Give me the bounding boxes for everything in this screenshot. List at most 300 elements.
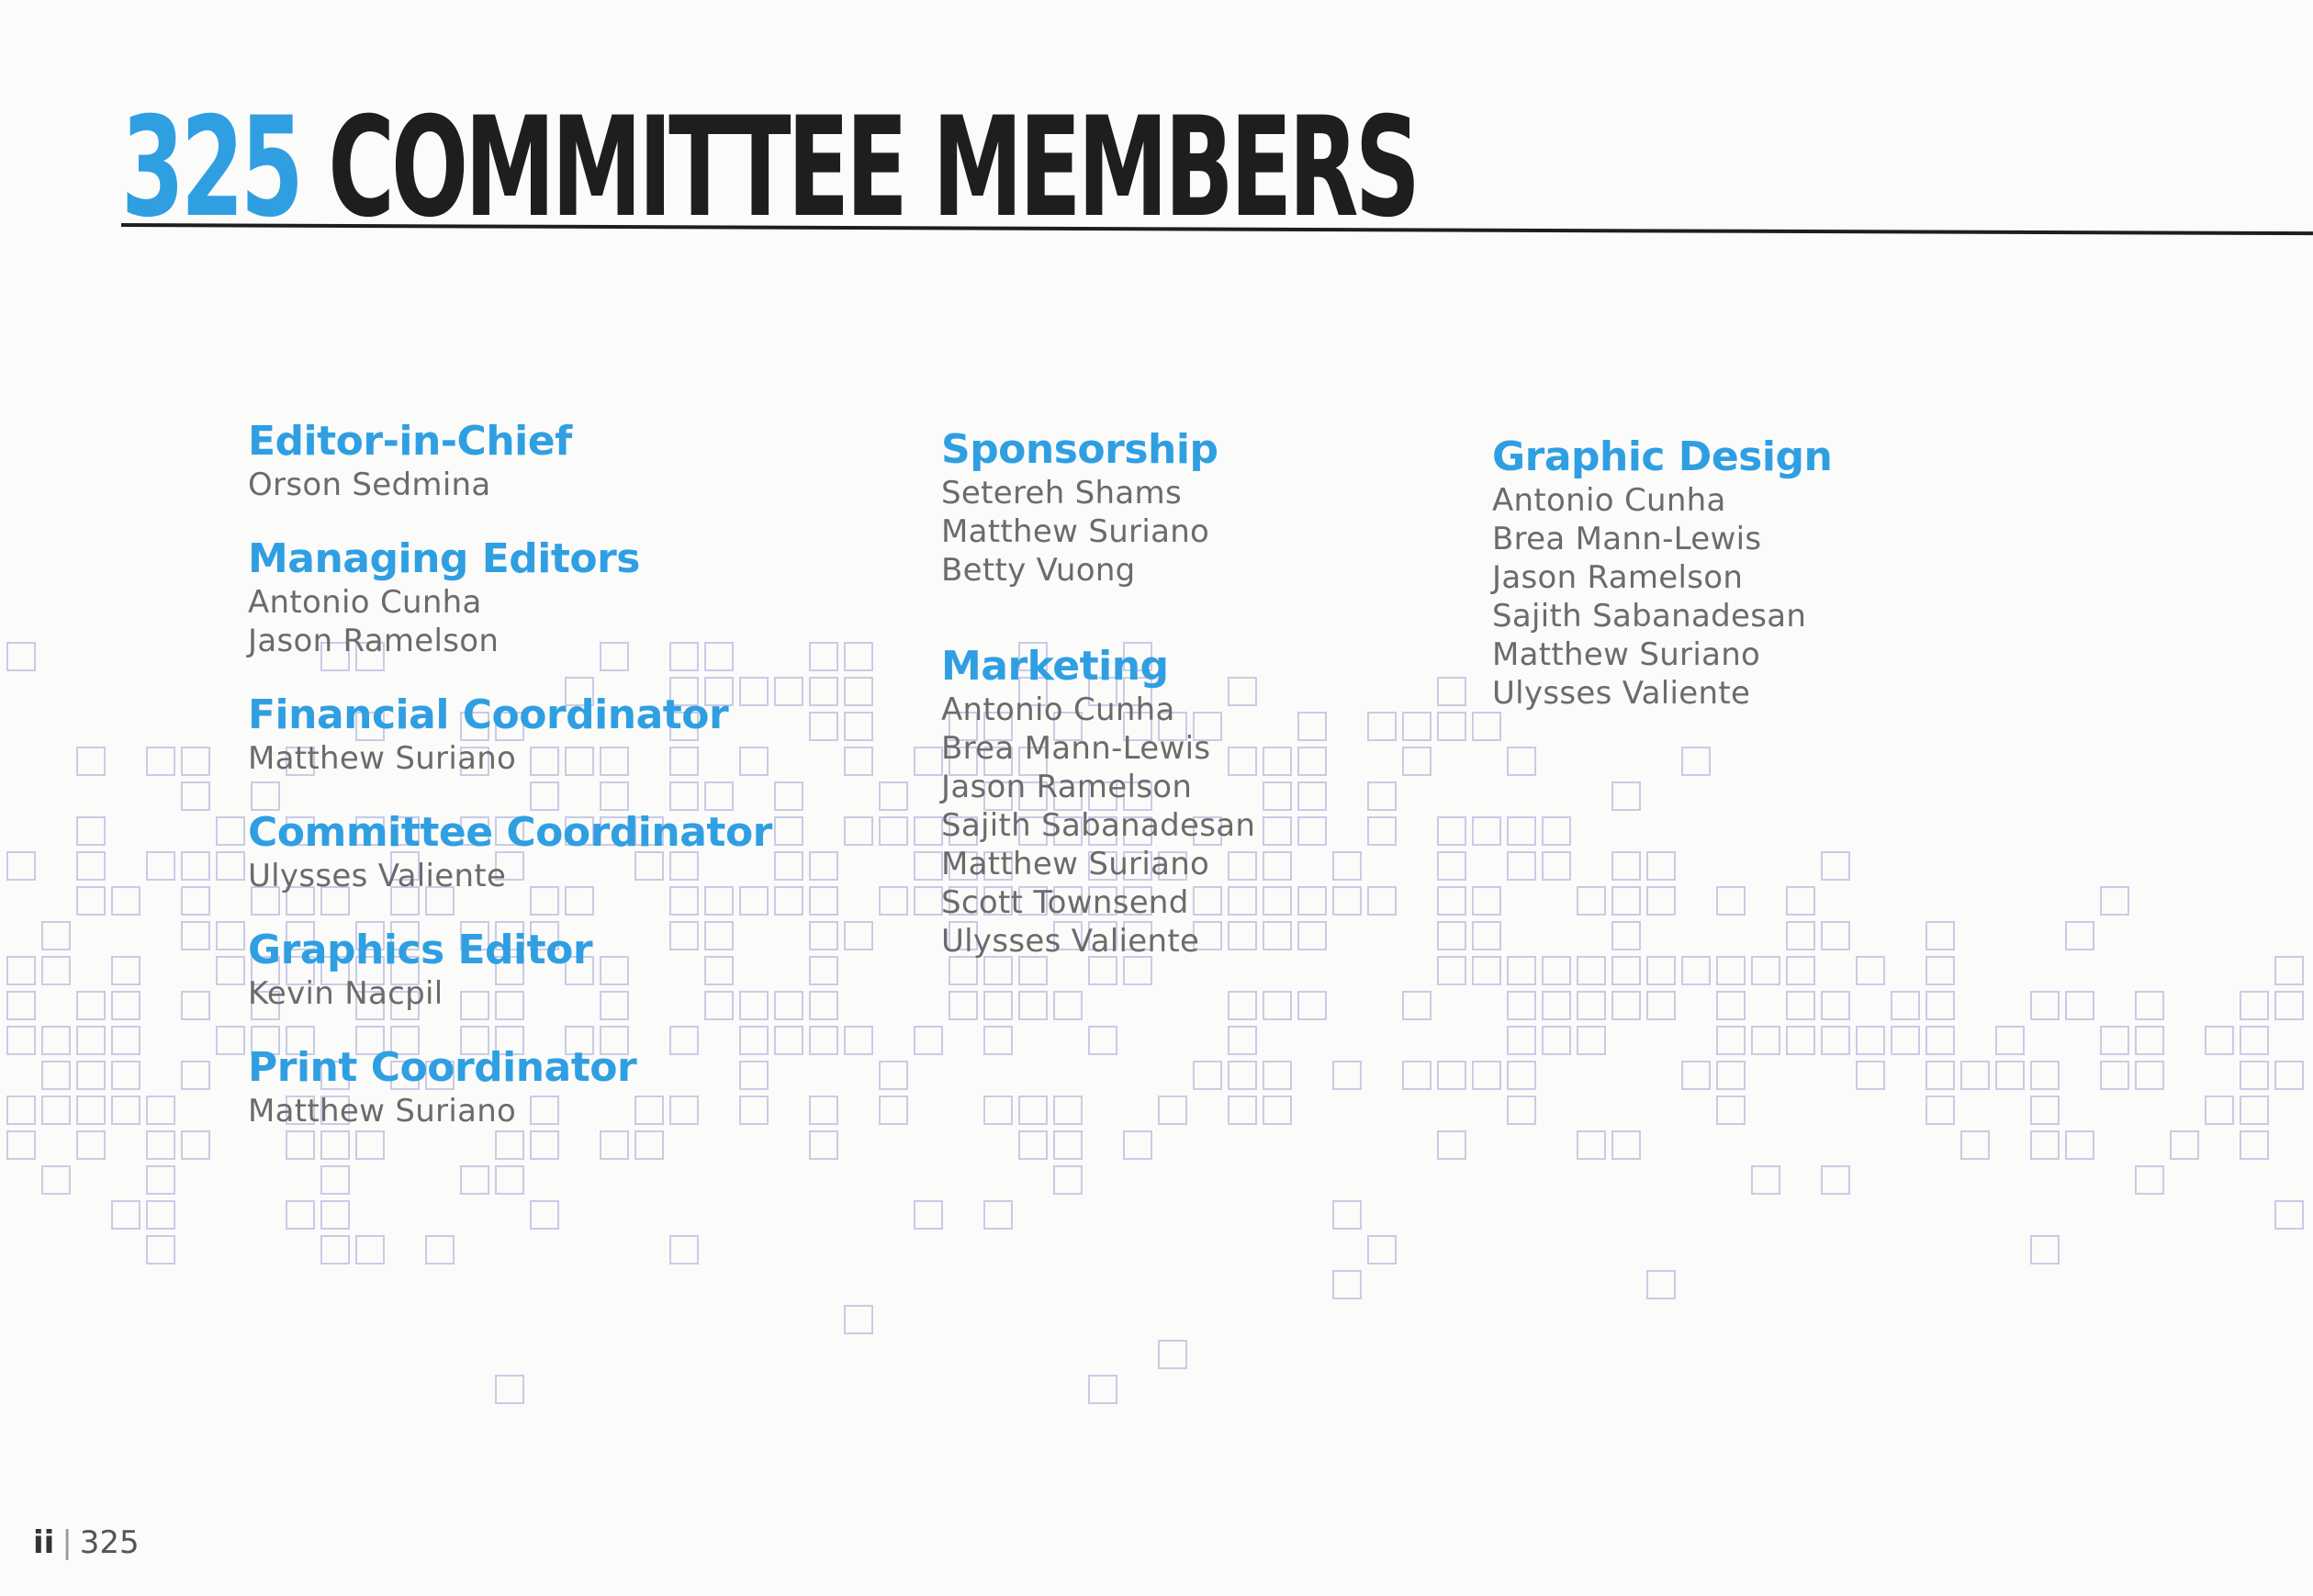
member-name: Jason Ramelson <box>248 623 500 659</box>
role-heading: Marketing <box>941 643 1169 690</box>
section-sponsorship <box>941 426 1255 590</box>
pattern-square <box>949 992 977 1019</box>
member-name: Antonio Cunha <box>248 584 482 621</box>
pattern-square <box>1787 957 1814 984</box>
pattern-square <box>112 1201 140 1229</box>
pattern-square <box>1403 992 1431 1019</box>
pattern-square <box>77 747 105 775</box>
pattern-square <box>1508 1096 1535 1124</box>
pattern-square <box>880 1062 907 1089</box>
pattern-square <box>775 817 803 845</box>
member-name: Setereh Shams <box>941 475 1182 511</box>
pattern-square <box>1682 1062 1710 1089</box>
pattern-square <box>2240 1096 2268 1124</box>
pattern-square <box>1333 1062 1361 1089</box>
pattern-square <box>1368 713 1396 740</box>
pattern-square <box>2031 1062 2059 1089</box>
section-financial-coordinator <box>248 691 772 778</box>
role-heading: Financial Coordinator <box>248 691 729 738</box>
pattern-square <box>2031 992 2059 1019</box>
pattern-square <box>845 713 872 740</box>
pattern-square <box>1996 1062 2024 1089</box>
pattern-square <box>1159 1341 1186 1368</box>
pattern-square <box>1543 817 1570 845</box>
pattern-square <box>2240 1062 2268 1089</box>
pattern-square <box>1752 957 1780 984</box>
pattern-square <box>1438 817 1465 845</box>
pattern-square <box>182 747 209 775</box>
pattern-square <box>1403 747 1431 775</box>
member-name: Sajith Sabanadesan <box>1492 598 1807 635</box>
pattern-square <box>1717 1096 1745 1124</box>
pattern-square <box>1019 1131 1047 1159</box>
member-name: Sajith Sabanadesan <box>941 807 1256 844</box>
pattern-square <box>217 1027 244 1054</box>
pattern-square <box>147 1096 174 1124</box>
pattern-square <box>1647 957 1675 984</box>
pattern-square <box>1229 1096 1256 1124</box>
pattern-square <box>775 852 803 880</box>
pattern-square <box>1682 747 1710 775</box>
folio-separator: | <box>62 1524 73 1561</box>
pattern-square <box>2101 887 2128 915</box>
pattern-square <box>1368 817 1396 845</box>
role-heading: Sponsorship <box>941 426 1218 473</box>
pattern-square <box>1612 852 1640 880</box>
pattern-square <box>1787 992 1814 1019</box>
pattern-square <box>1263 817 1291 845</box>
pattern-square <box>1298 782 1326 810</box>
pattern-square <box>182 992 209 1019</box>
pattern-square <box>1822 922 1849 950</box>
pattern-square <box>1961 1062 1989 1089</box>
pattern-square <box>77 1062 105 1089</box>
member-name: Betty Vuong <box>941 552 1136 589</box>
pattern-square <box>2275 957 2303 984</box>
pattern-square <box>42 1096 70 1124</box>
pattern-square <box>182 782 209 810</box>
pattern-square <box>461 1166 488 1194</box>
pattern-square <box>1857 957 1884 984</box>
pattern-square <box>915 852 942 880</box>
pattern-square <box>217 817 244 845</box>
pattern-square <box>1543 957 1570 984</box>
pattern-square <box>2206 1096 2233 1124</box>
pattern-square <box>1926 992 1954 1019</box>
member-name: Brea Mann-Lewis <box>941 730 1211 767</box>
pattern-square <box>1438 852 1465 880</box>
pattern-square <box>1263 922 1291 950</box>
member-name: Matthew Suriano <box>248 740 517 777</box>
pattern-square <box>1298 747 1326 775</box>
pattern-square <box>2136 1062 2163 1089</box>
pattern-square <box>2066 922 2094 950</box>
pattern-square <box>1019 992 1047 1019</box>
pattern-square <box>915 1027 942 1054</box>
pattern-square <box>1368 1236 1396 1264</box>
member-name: Brea Mann-Lewis <box>1492 521 1762 557</box>
pattern-square <box>7 643 35 670</box>
pattern-square <box>915 817 942 845</box>
pattern-square <box>1926 1062 1954 1089</box>
pattern-square <box>1124 1131 1151 1159</box>
member-name: Matthew Suriano <box>1492 636 1761 673</box>
pattern-square <box>1682 957 1710 984</box>
section-managing-editors <box>248 535 772 660</box>
pattern-square <box>1054 992 1082 1019</box>
pattern-square <box>1229 992 1256 1019</box>
pattern-square <box>2171 1131 2198 1159</box>
role-heading: Managing Editors <box>248 535 640 582</box>
pattern-square <box>880 782 907 810</box>
pattern-square <box>1438 678 1465 705</box>
pattern-square <box>1438 713 1465 740</box>
pattern-square <box>182 922 209 950</box>
pattern-square <box>321 1166 349 1194</box>
pattern-square <box>42 922 70 950</box>
pattern-square <box>2275 992 2303 1019</box>
folio-label: 325 <box>79 1524 140 1561</box>
pattern-square <box>1263 782 1291 810</box>
pattern-square <box>2240 992 2268 1019</box>
member-name: Kevin Nacpil <box>248 975 444 1012</box>
pattern-square <box>1543 992 1570 1019</box>
pattern-square <box>1961 1131 1989 1159</box>
role-heading: Graphics Editor <box>248 927 593 973</box>
pattern-square <box>2031 1131 2059 1159</box>
pattern-square <box>1892 1027 1919 1054</box>
pattern-square <box>810 713 837 740</box>
pattern-square <box>321 1201 349 1229</box>
pattern-square <box>1787 922 1814 950</box>
pattern-square <box>1159 1096 1186 1124</box>
pattern-square <box>2101 1062 2128 1089</box>
pattern-square <box>845 643 872 670</box>
pattern-square <box>1333 1201 1361 1229</box>
pattern-square <box>1578 887 1605 915</box>
title-text: COMMITTEE MEMBERS <box>328 88 1417 248</box>
pattern-square <box>1926 1027 1954 1054</box>
pattern-square <box>984 1027 1012 1054</box>
pattern-square <box>880 887 907 915</box>
pattern-square <box>147 852 174 880</box>
pattern-square <box>880 817 907 845</box>
pattern-square <box>1578 1027 1605 1054</box>
pattern-square <box>2031 1096 2059 1124</box>
pattern-square <box>147 1166 174 1194</box>
pattern-square <box>1508 1062 1535 1089</box>
pattern-square <box>1647 887 1675 915</box>
pattern-square <box>42 1027 70 1054</box>
pattern-square <box>2275 1062 2303 1089</box>
pattern-square <box>1263 1062 1291 1089</box>
pattern-square <box>775 992 803 1019</box>
pattern-square <box>1857 1027 1884 1054</box>
pattern-square <box>1612 957 1640 984</box>
pattern-square <box>1612 887 1640 915</box>
pattern-square <box>2031 1236 2059 1264</box>
pattern-square <box>2206 1027 2233 1054</box>
pattern-square <box>42 1166 70 1194</box>
pattern-square <box>1647 1271 1675 1298</box>
pattern-square <box>112 992 140 1019</box>
pattern-square <box>810 678 837 705</box>
pattern-square <box>2136 1027 2163 1054</box>
pattern-square <box>845 817 872 845</box>
pattern-square <box>1229 1062 1256 1089</box>
pattern-square <box>1403 1062 1431 1089</box>
pattern-square <box>77 852 105 880</box>
pattern-square <box>182 852 209 880</box>
page-folio <box>33 1524 140 1561</box>
pattern-square <box>2101 1027 2128 1054</box>
pattern-square <box>1229 1027 1256 1054</box>
pattern-square <box>1717 957 1745 984</box>
pattern-square <box>1333 887 1361 915</box>
pattern-square <box>1612 992 1640 1019</box>
pattern-square <box>1438 922 1465 950</box>
pattern-square <box>112 1027 140 1054</box>
pattern-square <box>984 992 1012 1019</box>
pattern-square <box>112 887 140 915</box>
pattern-square <box>1473 1062 1500 1089</box>
pattern-square <box>356 1236 384 1264</box>
pattern-square <box>1647 852 1675 880</box>
pattern-square <box>1578 992 1605 1019</box>
section-graphic-design <box>1492 433 1832 713</box>
pattern-square <box>775 678 803 705</box>
pattern-square <box>845 747 872 775</box>
role-heading: Print Coordinator <box>248 1044 637 1091</box>
pattern-square <box>2275 1201 2303 1229</box>
pattern-square <box>775 782 803 810</box>
pattern-square <box>984 1096 1012 1124</box>
member-name: Orson Sedmina <box>248 466 491 503</box>
pattern-square <box>77 992 105 1019</box>
pattern-square <box>1508 957 1535 984</box>
pattern-square <box>1543 852 1570 880</box>
pattern-square <box>845 678 872 705</box>
pattern-square <box>810 887 837 915</box>
role-heading: Committee Coordinator <box>248 809 772 856</box>
pattern-square <box>147 1131 174 1159</box>
pattern-square <box>496 1376 523 1403</box>
page-title <box>121 88 1417 248</box>
pattern-square <box>1298 922 1326 950</box>
member-name: Ulysses Valiente <box>248 858 507 894</box>
pattern-square <box>2136 1166 2163 1194</box>
pattern-square <box>77 817 105 845</box>
pattern-square <box>112 1062 140 1089</box>
pattern-square <box>1263 992 1291 1019</box>
pattern-square <box>915 1201 942 1229</box>
pattern-square <box>1612 1131 1640 1159</box>
pattern-square <box>1717 1027 1745 1054</box>
member-name: Jason Ramelson <box>941 769 1193 805</box>
pattern-square <box>77 1027 105 1054</box>
pattern-square <box>112 957 140 984</box>
pattern-square <box>1368 782 1396 810</box>
pattern-square <box>7 957 35 984</box>
pattern-square <box>182 887 209 915</box>
title-number: 325 <box>121 88 300 248</box>
member-name: Matthew Suriano <box>941 846 1210 882</box>
pattern-square <box>1612 922 1640 950</box>
pattern-square <box>2240 1027 2268 1054</box>
pattern-square <box>775 887 803 915</box>
pattern-square <box>1508 817 1535 845</box>
pattern-square <box>1194 1062 1221 1089</box>
role-heading: Editor-in-Chief <box>248 418 572 465</box>
pattern-square <box>1717 992 1745 1019</box>
column-1 <box>248 418 772 1162</box>
pattern-square <box>1508 852 1535 880</box>
pattern-square <box>217 957 244 984</box>
pattern-square <box>810 1096 837 1124</box>
pattern-square <box>1926 957 1954 984</box>
pattern-square <box>1333 852 1361 880</box>
pattern-square <box>845 922 872 950</box>
role-heading: Graphic Design <box>1492 433 1833 480</box>
member-name: Ulysses Valiente <box>1492 675 1751 712</box>
pattern-square <box>1508 1027 1535 1054</box>
member-name: Matthew Suriano <box>248 1093 517 1130</box>
section-graphics-editor <box>248 927 772 1013</box>
pattern-square <box>531 1201 558 1229</box>
pattern-square <box>426 1236 454 1264</box>
page-number: ii <box>33 1524 55 1561</box>
pattern-square <box>1822 1027 1849 1054</box>
pattern-square <box>42 1062 70 1089</box>
pattern-square <box>1298 817 1326 845</box>
member-name: Scott Townsend <box>941 884 1189 921</box>
pattern-square <box>1822 992 1849 1019</box>
pattern-square <box>77 1131 105 1159</box>
member-name: Ulysses Valiente <box>941 923 1200 960</box>
member-name: Antonio Cunha <box>1492 482 1726 519</box>
pattern-square <box>2136 992 2163 1019</box>
pattern-square <box>77 887 105 915</box>
pattern-square <box>1054 1096 1082 1124</box>
pattern-square <box>1787 1027 1814 1054</box>
pattern-square <box>1543 1027 1570 1054</box>
pattern-square <box>1438 957 1465 984</box>
pattern-square <box>1473 922 1500 950</box>
pattern-square <box>7 1027 35 1054</box>
pattern-square <box>1438 1062 1465 1089</box>
pattern-square <box>77 1096 105 1124</box>
pattern-square <box>1822 1166 1849 1194</box>
pattern-square <box>1298 713 1326 740</box>
pattern-square <box>1438 1131 1465 1159</box>
pattern-square <box>810 992 837 1019</box>
pattern-square <box>810 957 837 984</box>
pattern-square <box>1368 887 1396 915</box>
pattern-square <box>1752 1027 1780 1054</box>
pattern-square <box>845 1306 872 1333</box>
pattern-square <box>1263 747 1291 775</box>
pattern-square <box>1578 957 1605 984</box>
pattern-square <box>2066 992 2094 1019</box>
pattern-square <box>810 643 837 670</box>
pattern-square <box>810 922 837 950</box>
pattern-square <box>880 1096 907 1124</box>
pattern-square <box>915 887 942 915</box>
pattern-square <box>496 1166 523 1194</box>
pattern-square <box>1926 1096 1954 1124</box>
section-editor-in-chief <box>248 418 772 504</box>
member-name: Matthew Suriano <box>941 513 1210 550</box>
pattern-square <box>182 1062 209 1089</box>
pattern-square <box>1892 992 1919 1019</box>
pattern-square <box>1263 887 1291 915</box>
pattern-square <box>1403 713 1431 740</box>
member-name: Jason Ramelson <box>1492 559 1744 596</box>
pattern-square <box>810 852 837 880</box>
pattern-square <box>7 992 35 1019</box>
member-name: Antonio Cunha <box>941 691 1175 728</box>
pattern-square <box>1473 957 1500 984</box>
pattern-square <box>1578 1131 1605 1159</box>
pattern-square <box>112 1096 140 1124</box>
pattern-square <box>42 957 70 984</box>
pattern-square <box>1752 1166 1780 1194</box>
pattern-square <box>1717 887 1745 915</box>
pattern-square <box>286 1201 314 1229</box>
pattern-square <box>1333 1271 1361 1298</box>
pattern-square <box>1822 852 1849 880</box>
pattern-square <box>1508 747 1535 775</box>
pattern-square <box>1473 817 1500 845</box>
pattern-square <box>810 1027 837 1054</box>
pattern-square <box>1089 1027 1117 1054</box>
pattern-square <box>1298 887 1326 915</box>
pattern-square <box>217 852 244 880</box>
pattern-square <box>845 1027 872 1054</box>
pattern-square <box>810 1131 837 1159</box>
column-3 <box>1492 433 1832 744</box>
pattern-square <box>147 1201 174 1229</box>
pattern-square <box>321 1236 349 1264</box>
pattern-square <box>147 747 174 775</box>
pattern-square <box>915 747 942 775</box>
pattern-square <box>1647 992 1675 1019</box>
pattern-square <box>7 1131 35 1159</box>
section-committee-coordinator <box>248 809 772 895</box>
section-print-coordinator <box>248 1044 772 1130</box>
pattern-square <box>1717 1062 1745 1089</box>
pattern-square <box>984 1201 1012 1229</box>
pattern-square <box>1054 1166 1082 1194</box>
pattern-square <box>2066 1131 2094 1159</box>
pattern-square <box>1019 1096 1047 1124</box>
pattern-square <box>147 1236 174 1264</box>
pattern-square <box>2240 1131 2268 1159</box>
pattern-square <box>7 852 35 880</box>
pattern-square <box>1857 1062 1884 1089</box>
pattern-square <box>1438 887 1465 915</box>
pattern-square <box>1612 782 1640 810</box>
pattern-square <box>1473 887 1500 915</box>
pattern-square <box>1787 887 1814 915</box>
pattern-square <box>1089 1376 1117 1403</box>
pattern-square <box>1926 922 1954 950</box>
pattern-square <box>217 922 244 950</box>
pattern-square <box>1508 992 1535 1019</box>
pattern-square <box>670 1236 698 1264</box>
pattern-square <box>1263 852 1291 880</box>
pattern-square <box>1996 1027 2024 1054</box>
